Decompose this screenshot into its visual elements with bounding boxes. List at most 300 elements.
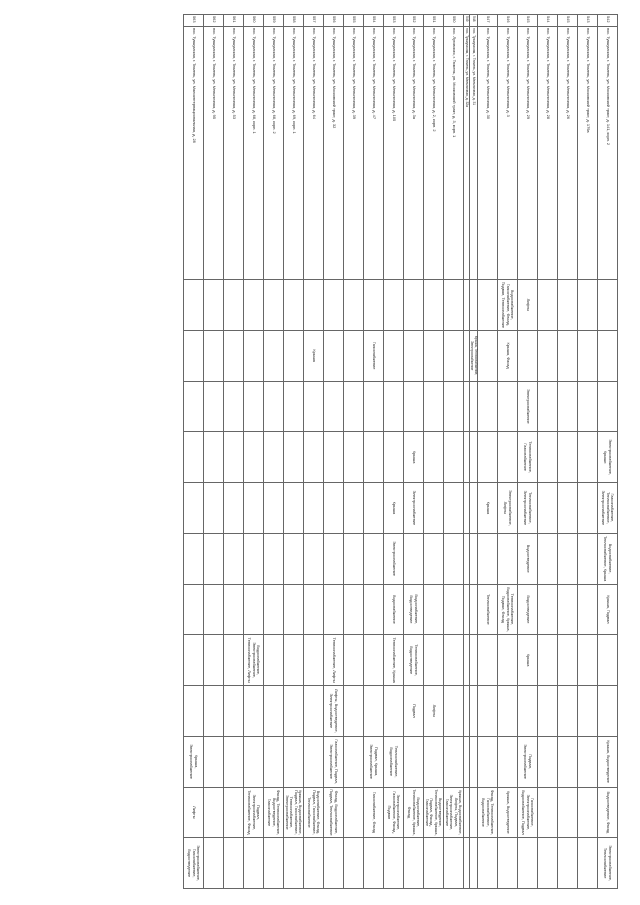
work-cell: [344, 635, 364, 686]
row-number: 545: [558, 15, 578, 27]
work-cell: [518, 330, 538, 381]
work-cell: [304, 483, 324, 534]
row-number: 550: [444, 15, 464, 27]
work-cell: Крыша, Водоснабжение, Лифты, Подвал, Электроснабжение, Газоснабжение: [444, 787, 464, 838]
work-cell: Газоснабжение, Фасад: [364, 787, 384, 838]
work-cell: Электроснабжение, Крыши: [598, 432, 618, 483]
work-cell: Крыша, Водоснабжение, Подвал, Газоснабжение, Теплоснабжение, Электроснабжение: [284, 787, 304, 838]
row-address: пос. Тукшумская, г. Тюмень, ул. Мельничная, д. 29: [518, 27, 538, 280]
work-cell: [478, 280, 498, 331]
row-address: пос. Тукшумская, г. Тюмень, ул. Мельничная, д. 31: [470, 27, 478, 280]
work-cell: [324, 533, 344, 584]
work-cell: [470, 432, 478, 483]
work-cell: [204, 584, 224, 635]
row-address: пос. Тукшумская, г. Тюмень, ул. Мельничная, д. 95: [204, 27, 224, 280]
work-cell: [538, 533, 558, 584]
work-cell: [384, 381, 404, 432]
work-cell: Электроснабжение, Газоснабжение, Водоотведение: [184, 838, 204, 889]
table-row: [384, 15, 404, 889]
work-cell: Теплоснабжение, Газоснабжение: [518, 432, 538, 483]
work-cell: Электроснабжение, Газоснабжение, Фасад, Подвал: [384, 787, 404, 838]
work-cell: Подвал, Крыша, Электроснабжение: [364, 736, 384, 787]
work-cell: [464, 381, 470, 432]
row-address: пос. Тукшумская, г. Тюмень, ул. Мельничная, д. 3а: [404, 27, 424, 280]
work-cell: [204, 686, 224, 737]
work-cell: [304, 280, 324, 331]
work-cell: [598, 686, 618, 737]
row-number: 549: [464, 15, 470, 27]
work-cell: [224, 381, 244, 432]
work-cell: [578, 483, 598, 534]
work-cell: Теплоснабжение, Водоснабжение: [384, 736, 404, 787]
table-body: [184, 15, 618, 889]
row-number: 545: [518, 15, 538, 27]
work-cell: [224, 686, 244, 737]
work-cell: [478, 838, 498, 889]
row-number: 563: [184, 15, 204, 27]
work-cell: Водоснабжение, Газоснабжение, Фасад, Подвал, Теплоснабжение: [498, 280, 518, 331]
work-cell: Крыша: [304, 330, 324, 381]
work-cell: [184, 635, 204, 686]
work-cell: [224, 736, 244, 787]
work-cell: [304, 432, 324, 483]
work-cell: [464, 330, 470, 381]
work-cell: [224, 483, 244, 534]
work-cell: [464, 483, 470, 534]
work-cell: [264, 381, 284, 432]
work-cell: [444, 635, 464, 686]
work-cell: [558, 533, 578, 584]
work-cell: [224, 584, 244, 635]
row-address: пос. Тукшумская, г. Тюмень, ул. Мельничная, д. 3: [498, 27, 518, 280]
table-row: [578, 15, 598, 889]
work-cell: [284, 432, 304, 483]
work-cell: [598, 381, 618, 432]
row-address: пос. Тукшумская, г. Тюмень, ул. Мельничная, д. 105: [384, 27, 404, 280]
work-cell: [364, 483, 384, 534]
work-cell: [518, 686, 538, 737]
work-cell: [558, 635, 578, 686]
work-cell: Водоотведение, Теплоснабжение, Крыша, Подвал, Фасад, Газоснабжение: [424, 787, 444, 838]
work-cell: Крыша, Подвал: [598, 584, 618, 635]
work-cell: [324, 381, 344, 432]
work-cell: [184, 330, 204, 381]
work-cell: [470, 787, 478, 838]
work-cell: Крыша, Водоотведение: [598, 736, 618, 787]
row-address: пос. Тукшумская, г. Тюмень, ул. Мельничная, д. 69, корп. 1: [284, 27, 304, 280]
work-cell: [204, 280, 224, 331]
work-cell: [538, 381, 558, 432]
work-cell: [384, 432, 404, 483]
table-row: [538, 15, 558, 889]
work-cell: [344, 432, 364, 483]
work-cell: [464, 787, 470, 838]
work-cell: [324, 330, 344, 381]
work-cell: [498, 381, 518, 432]
work-cell: Крыша: [384, 483, 404, 534]
work-cell: [478, 432, 498, 483]
work-cell: [470, 280, 478, 331]
work-cell: [204, 483, 224, 534]
work-cell: Крыша, Теплоснабжение, Электроснабжение: [470, 330, 478, 381]
table-row: [470, 15, 478, 889]
row-address: пос. Тукшумская, г. Тюмень, ул. Мельничная, д. 68, корп. 2: [264, 27, 284, 280]
row-number: 554: [364, 15, 384, 27]
work-cell: [444, 483, 464, 534]
work-cell: [558, 838, 578, 889]
work-cell: [424, 381, 444, 432]
table-row: [464, 15, 470, 889]
work-cell: [578, 381, 598, 432]
work-cell: [538, 838, 558, 889]
table-row: [304, 15, 324, 889]
row-address: пос. Тукшумская, г. Тюмень, ул. Малоинтернациональная, д. 28: [184, 27, 204, 280]
work-cell: [284, 686, 304, 737]
work-cell: [244, 280, 264, 331]
row-address: пос. Тукшумская, г. Тюмень, ул. Мельничная, д. 39: [344, 27, 364, 280]
work-cell: [184, 686, 204, 737]
work-cell: [244, 736, 264, 787]
work-cell: [424, 280, 444, 331]
table-row: [344, 15, 364, 889]
work-cell: [364, 381, 384, 432]
table-row: [184, 15, 204, 889]
work-cell: Электроснабжение, Лифты: [498, 483, 518, 534]
work-cell: Газоснабжение, Подвал, Электроснабжение: [324, 736, 344, 787]
work-cell: Фасад, Теплоснабжение, Газоснабжение, Водоснабжение: [478, 787, 498, 838]
table-row: [478, 15, 498, 889]
table-row: [364, 15, 384, 889]
work-cell: [578, 280, 598, 331]
work-cell: [470, 381, 478, 432]
row-number: 557: [304, 15, 324, 27]
work-cell: [498, 533, 518, 584]
work-cell: [578, 787, 598, 838]
work-cell: [558, 736, 578, 787]
work-cell: [538, 787, 558, 838]
work-cell: [264, 635, 284, 686]
work-cell: [224, 432, 244, 483]
work-cell: [444, 280, 464, 331]
work-cell: [284, 635, 304, 686]
work-cell: Электроснабжение, Теплоснабжение: [598, 838, 618, 889]
work-cell: Теплоснабжение, Электроснабжение: [518, 483, 538, 534]
row-number: 544: [538, 15, 558, 27]
work-cell: [284, 330, 304, 381]
work-cell: [538, 635, 558, 686]
work-cell: [444, 686, 464, 737]
work-cell: [464, 533, 470, 584]
table-row: [424, 15, 444, 889]
work-cell: [558, 483, 578, 534]
row-number: 548: [470, 15, 478, 27]
work-cell: [244, 584, 264, 635]
work-cell: [444, 381, 464, 432]
table-row: [244, 15, 264, 889]
work-cell: [538, 330, 558, 381]
work-cell: [264, 533, 284, 584]
work-cell: Подвал, Электроснабжение, Теплоснабжение, Фасад: [244, 787, 264, 838]
work-cell: [244, 432, 264, 483]
work-cell: [364, 533, 384, 584]
work-cell: [464, 736, 470, 787]
work-cell: [224, 280, 244, 331]
work-cell: [324, 432, 344, 483]
work-cell: [538, 736, 558, 787]
work-cell: Крыша, Фасад: [498, 330, 518, 381]
table-row: [324, 15, 344, 889]
work-cell: [404, 280, 424, 331]
work-cell: [404, 736, 424, 787]
work-cell: [538, 280, 558, 331]
work-cell: [224, 787, 244, 838]
work-cell: [404, 533, 424, 584]
work-cell: [324, 483, 344, 534]
work-cell: [304, 381, 324, 432]
work-cell: Водоснабжение, Водоотведение: [404, 584, 424, 635]
work-cell: [478, 533, 498, 584]
work-cell: [578, 584, 598, 635]
work-cell: Лифты, Водоотведение, Электроснабжение: [324, 686, 344, 737]
work-cell: [578, 686, 598, 737]
work-cell: [364, 584, 384, 635]
work-cell: [578, 432, 598, 483]
work-cell: [444, 584, 464, 635]
work-cell: Теплоснабжение, Водоотведение: [404, 635, 424, 686]
table-row: [498, 15, 518, 889]
work-cell: [444, 330, 464, 381]
work-cell: [304, 686, 324, 737]
work-cell: [478, 635, 498, 686]
work-cell: [344, 736, 364, 787]
work-cell: [184, 381, 204, 432]
work-cell: [264, 330, 284, 381]
work-cell: [538, 584, 558, 635]
work-cell: Водоснабжение, Теплоснабжение, Крыша: [598, 533, 618, 584]
work-cell: Лифты: [518, 280, 538, 331]
work-cell: Водоотведение: [518, 533, 538, 584]
work-cell: [558, 381, 578, 432]
work-cell: [464, 280, 470, 331]
work-cell: [264, 584, 284, 635]
work-cell: [598, 635, 618, 686]
work-cell: [204, 838, 224, 889]
work-cell: [444, 432, 464, 483]
work-cell: [558, 280, 578, 331]
work-cell: Крыша, Электроснабжение: [184, 736, 204, 787]
work-cell: Электроснабжение: [404, 483, 424, 534]
row-number: 562: [204, 15, 224, 27]
work-cell: [284, 381, 304, 432]
work-cell: [578, 635, 598, 686]
work-cell: [264, 483, 284, 534]
work-cell: [498, 686, 518, 737]
work-cell: Фасад, Водоснабжение, Подвал, Теплоснабжение: [324, 787, 344, 838]
work-cell: [384, 838, 404, 889]
work-cell: [470, 533, 478, 584]
work-cell: [304, 584, 324, 635]
work-cell: [464, 584, 470, 635]
work-cell: [364, 432, 384, 483]
work-cell: [184, 432, 204, 483]
work-cell: Крыша: [518, 635, 538, 686]
work-cell: Подвал, Электроснабжение: [518, 736, 538, 787]
work-cell: [498, 432, 518, 483]
work-cell: [578, 330, 598, 381]
work-cell: [404, 330, 424, 381]
row-address: пос. Тукшумская, г. Тюмень, ул. Московский тракт, д. 141, корп. 2: [598, 27, 618, 280]
work-cell: Водоснабжение, Электроснабжение, Теплоснабжение, Лифты: [244, 635, 264, 686]
row-number: 546: [498, 15, 518, 27]
table-row: [598, 15, 618, 889]
work-cell: [244, 533, 264, 584]
table-row: [284, 15, 304, 889]
row-address: пос. Тукшумская, г. Тюмень, ул. Мельничная, д. 2, корп. 2: [424, 27, 444, 280]
work-cell: [364, 686, 384, 737]
work-cell: Электроснабжение: [518, 381, 538, 432]
work-cell: [478, 381, 498, 432]
work-cell: Лифты: [184, 787, 204, 838]
work-cell: [558, 330, 578, 381]
work-cell: [384, 330, 404, 381]
row-number: 558: [284, 15, 304, 27]
work-cell: [498, 838, 518, 889]
work-cell: [184, 483, 204, 534]
table-row: [224, 15, 244, 889]
work-cell: [244, 483, 264, 534]
work-cell: [470, 686, 478, 737]
row-number: 555: [344, 15, 364, 27]
work-cell: [424, 432, 444, 483]
work-cell: [344, 584, 364, 635]
work-cell: [324, 584, 344, 635]
work-cell: [464, 838, 470, 889]
work-cell: [344, 280, 364, 331]
work-cell: [344, 787, 364, 838]
work-cell: Крыша, Водоотведение: [498, 787, 518, 838]
row-number: 542: [598, 15, 618, 27]
work-cell: [498, 736, 518, 787]
work-cell: [470, 584, 478, 635]
work-cell: [404, 838, 424, 889]
work-cell: [518, 838, 538, 889]
work-cell: [344, 330, 364, 381]
work-cell: Газоснабжение: [364, 330, 384, 381]
work-cell: [558, 432, 578, 483]
work-cell: Водоснабжение: [384, 584, 404, 635]
work-cell: [558, 584, 578, 635]
work-cell: [264, 280, 284, 331]
work-cell: [444, 838, 464, 889]
work-cell: [304, 736, 324, 787]
work-cell: [464, 432, 470, 483]
work-cell: [470, 635, 478, 686]
work-cell: [444, 533, 464, 584]
table-row: [404, 15, 424, 889]
work-cell: [324, 280, 344, 331]
work-cell: [424, 330, 444, 381]
table-row: [444, 15, 464, 889]
work-cell: Подвал: [404, 686, 424, 737]
row-number: 561: [224, 15, 244, 27]
row-number: 560: [244, 15, 264, 27]
row-number: 553: [384, 15, 404, 27]
work-cell: [284, 838, 304, 889]
work-cell: [558, 686, 578, 737]
work-cell: [424, 483, 444, 534]
work-cell: [578, 736, 598, 787]
row-address: пос. Тукшумская, г. Тюмень, ул. Мельничная, д. 30: [478, 27, 498, 280]
work-cell: [204, 635, 224, 686]
work-cell: Электроснабжение: [384, 533, 404, 584]
row-address: пос. Тукшумская, г. Тюмень, ул. Мельничная, д. 53: [224, 27, 244, 280]
work-cell: [578, 533, 598, 584]
work-cell: [304, 533, 324, 584]
work-cell: Водоотведение: [518, 584, 538, 635]
work-cell: [224, 838, 244, 889]
row-number: 552: [404, 15, 424, 27]
work-cell: [344, 838, 364, 889]
work-cell: [244, 381, 264, 432]
row-address: пос. Тукшумская, г. Тюмень, ул. Мельничная, д. 32а: [464, 27, 470, 280]
work-cell: [538, 432, 558, 483]
table-row: [264, 15, 284, 889]
work-cell: [264, 736, 284, 787]
work-cell: Теплоснабжение, Лифты: [324, 635, 344, 686]
work-cell: Теплоснабжение, Крыша: [384, 635, 404, 686]
row-number: 547: [478, 15, 498, 27]
row-address: пос. Луговская, г. Тюмень, ул. Московский тракт, д. 3, корп. 1: [444, 27, 464, 280]
row-number: 551: [424, 15, 444, 27]
work-cell: Водоотведение, Фасад: [598, 787, 618, 838]
work-cell: [304, 838, 324, 889]
work-cell: Водоснабжение, Фасад, Подвал, Газоснабжение, Теплоснабжение: [304, 787, 324, 838]
row-number: 543: [578, 15, 598, 27]
work-cell: [424, 584, 444, 635]
work-cell: [184, 533, 204, 584]
row-address: пос. Тукшумская, г. Тюмень, ул. Мельничная, д. 64: [304, 27, 324, 280]
work-cell: [344, 533, 364, 584]
row-address: пос. Тукшумская, г. Тюмень, ул. Мельничная, д. 26: [558, 27, 578, 280]
work-cell: [244, 686, 264, 737]
work-cell: [304, 635, 324, 686]
work-cell: [284, 483, 304, 534]
work-cell: [204, 736, 224, 787]
work-cell: [424, 533, 444, 584]
row-number: 559: [264, 15, 284, 27]
work-cell: [424, 838, 444, 889]
work-cell: [284, 736, 304, 787]
row-address: пос. Тукшумская, г. Тюмень, ул. Московский тракт, д. 32: [324, 27, 344, 280]
work-cell: [264, 686, 284, 737]
work-cell: [478, 736, 498, 787]
work-cell: Крыша: [404, 432, 424, 483]
work-cell: [184, 584, 204, 635]
work-cell: Газоснабжение, Теплоснабжение, Электроснабжение: [598, 483, 618, 534]
work-cell: [284, 280, 304, 331]
work-cell: [478, 330, 498, 381]
work-cell: [404, 381, 424, 432]
work-cell: [364, 280, 384, 331]
work-cell: [364, 838, 384, 889]
row-address: пос. Тукшумская, г. Тюмень, ул. Московский тракт, д. 179а: [578, 27, 598, 280]
work-cell: Фасад, Теплоснабжение, Водоотведение, Газоснабжение: [264, 787, 284, 838]
work-cell: [244, 330, 264, 381]
row-number: 556: [324, 15, 344, 27]
work-cell: [424, 635, 444, 686]
table-row: [204, 15, 224, 889]
work-cell: [344, 686, 364, 737]
